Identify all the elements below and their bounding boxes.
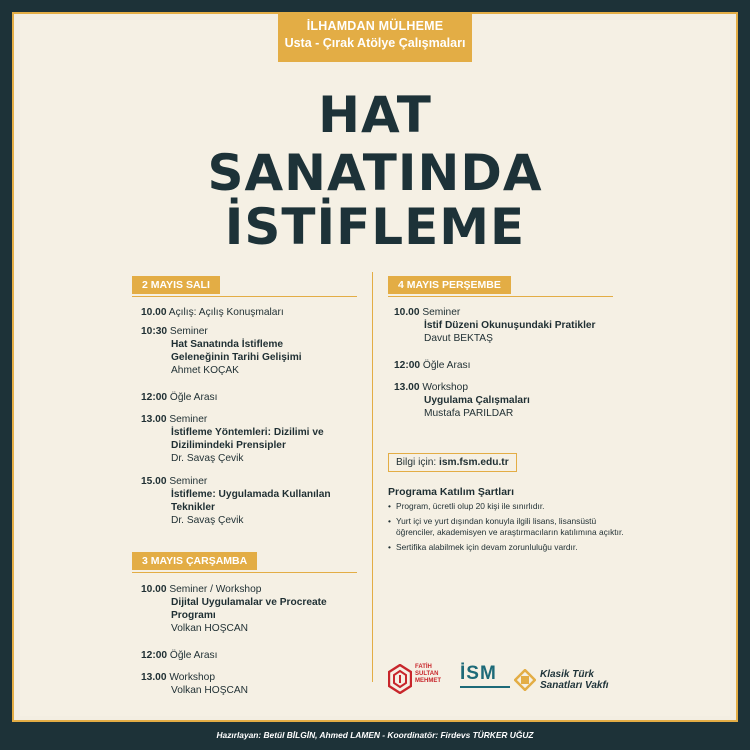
fsm-logo-text: FATİH xyxy=(415,664,432,670)
ism-logo-text: İSM xyxy=(460,663,497,684)
day3-event-1 xyxy=(394,306,596,345)
event-time: 12:00 xyxy=(141,650,168,661)
day1-event-1 xyxy=(141,306,284,319)
event-person: Volkan HOŞCAN xyxy=(171,685,249,696)
footer-credits: Hazırlayan: Betül BİLGİN, Ahmed LAMEN - Koordinatör: Firdevs TÜRKER UĞUZ xyxy=(216,730,534,740)
event-time: 10.00 xyxy=(394,307,420,318)
day2-badge: 3 MAYIS ÇARŞAMBA xyxy=(132,552,257,570)
event-title: Uygulama Çalışmaları xyxy=(424,395,530,406)
fsm-logo-text: MEHMET xyxy=(415,678,441,684)
event-text: Seminer xyxy=(419,307,461,318)
event-person: Davut BEKTAŞ xyxy=(424,333,493,344)
event-title: Programı xyxy=(171,610,216,621)
condition-item: • Program, ücretli olup 20 kişi ile sınırlıdır. xyxy=(388,501,628,513)
day1-event-2 xyxy=(141,325,302,377)
event-text: Öğle Arası xyxy=(420,360,471,371)
event-text: Workshop xyxy=(419,382,469,393)
day1-event-3 xyxy=(141,391,217,404)
logos-row xyxy=(386,660,706,700)
ktsv-logo xyxy=(514,660,644,700)
column-divider xyxy=(372,272,373,682)
day3-event-2 xyxy=(394,359,470,372)
day3-badge: 4 MAYIS PERŞEMBE xyxy=(388,276,511,294)
event-text: Öğle Arası xyxy=(167,392,218,403)
info-box xyxy=(388,453,517,472)
ktsv-logo-text: Klasik Türk xyxy=(540,669,594,680)
event-text: Öğle Arası xyxy=(167,650,218,661)
event-text: Seminer xyxy=(166,414,208,425)
event-title: Geleneğinin Tarihi Gelişimi xyxy=(171,352,302,363)
ism-logo-underline xyxy=(460,686,510,688)
day1-event-5 xyxy=(141,475,331,527)
event-person: Dr. Savaş Çevik xyxy=(171,515,244,526)
conditions-title: Programa Katılım Şartları xyxy=(388,486,515,498)
event-title: Dijital Uygulamalar ve Procreate xyxy=(171,597,327,608)
event-person: Dr. Savaş Çevik xyxy=(171,453,244,464)
event-time: 13.00 xyxy=(394,382,420,393)
fsm-logo-text: SULTAN xyxy=(415,671,439,677)
day1-badge: 2 MAYIS SALI xyxy=(132,276,220,294)
header-line2: Usta - Çırak Atölye Çalışmaları xyxy=(284,36,466,50)
day3-line xyxy=(388,296,613,297)
event-time: 13.00 xyxy=(141,672,167,683)
conditions-list xyxy=(388,501,628,556)
condition-item: • Yurt içi ve yurt dışından konuyla ilgili lisans, lisansüstü öğrenciler, akademisyen ve araştırmacıların katılımına açıktır. xyxy=(388,516,628,539)
event-person: Ahmet KOÇAK xyxy=(171,365,239,376)
day2-line xyxy=(132,572,357,573)
event-person: Volkan HOŞCAN xyxy=(171,623,249,634)
title-line1: HAT xyxy=(318,86,432,144)
event-text: Seminer xyxy=(167,326,208,337)
ktsv-emblem-icon xyxy=(514,669,536,691)
event-title: Teknikler xyxy=(171,502,215,513)
info-label: Bilgi için: xyxy=(396,457,440,468)
ktsv-logo-text: Sanatları Vakfı xyxy=(540,680,609,691)
info-link[interactable]: ism.fsm.edu.tr xyxy=(439,457,509,468)
event-text: Seminer xyxy=(166,476,208,487)
title-line2: SANATINDA xyxy=(207,144,543,202)
event-title: İstifleme: Uygulamada Kullanılan xyxy=(171,489,331,500)
header-line1: İLHAMDAN MÜLHEME xyxy=(306,19,444,33)
fsm-emblem-icon xyxy=(388,664,412,694)
event-text: Seminer / Workshop xyxy=(166,584,262,595)
event-time: 12:00 xyxy=(141,392,168,403)
event-title: İstifleme Yöntemleri: Dizilimi ve xyxy=(171,427,324,438)
day3-event-3 xyxy=(394,381,530,420)
day1-line xyxy=(132,296,357,297)
event-time: 10.00 xyxy=(141,584,167,595)
day2-event-3 xyxy=(141,671,248,697)
event-text: Açılış: Açılış Konuşmaları xyxy=(166,307,284,318)
day1-event-4 xyxy=(141,413,324,465)
event-title: Hat Sanatında İstifleme xyxy=(171,339,284,350)
event-time: 12:00 xyxy=(394,360,421,371)
day2-event-1 xyxy=(141,583,327,635)
day2-event-2 xyxy=(141,649,217,662)
event-time: 13.00 xyxy=(141,414,167,425)
title-line3: İSTİFLEME xyxy=(224,198,526,256)
event-time: 10.00 xyxy=(141,307,167,318)
condition-item: • Sertifika alabilmek için devam zorunluluğu vardır. xyxy=(388,542,628,554)
event-time: 15.00 xyxy=(141,476,167,487)
event-person: Mustafa PARILDAR xyxy=(424,408,514,419)
event-title: Dizilimindeki Prensipler xyxy=(171,440,286,451)
fsm-logo xyxy=(386,660,448,700)
event-time: 10:30 xyxy=(141,326,168,337)
event-title: İstif Düzeni Okunuşundaki Pratikler xyxy=(424,320,596,331)
header-tab xyxy=(278,12,472,62)
event-text: Workshop xyxy=(166,672,216,683)
ism-logo xyxy=(458,660,514,700)
